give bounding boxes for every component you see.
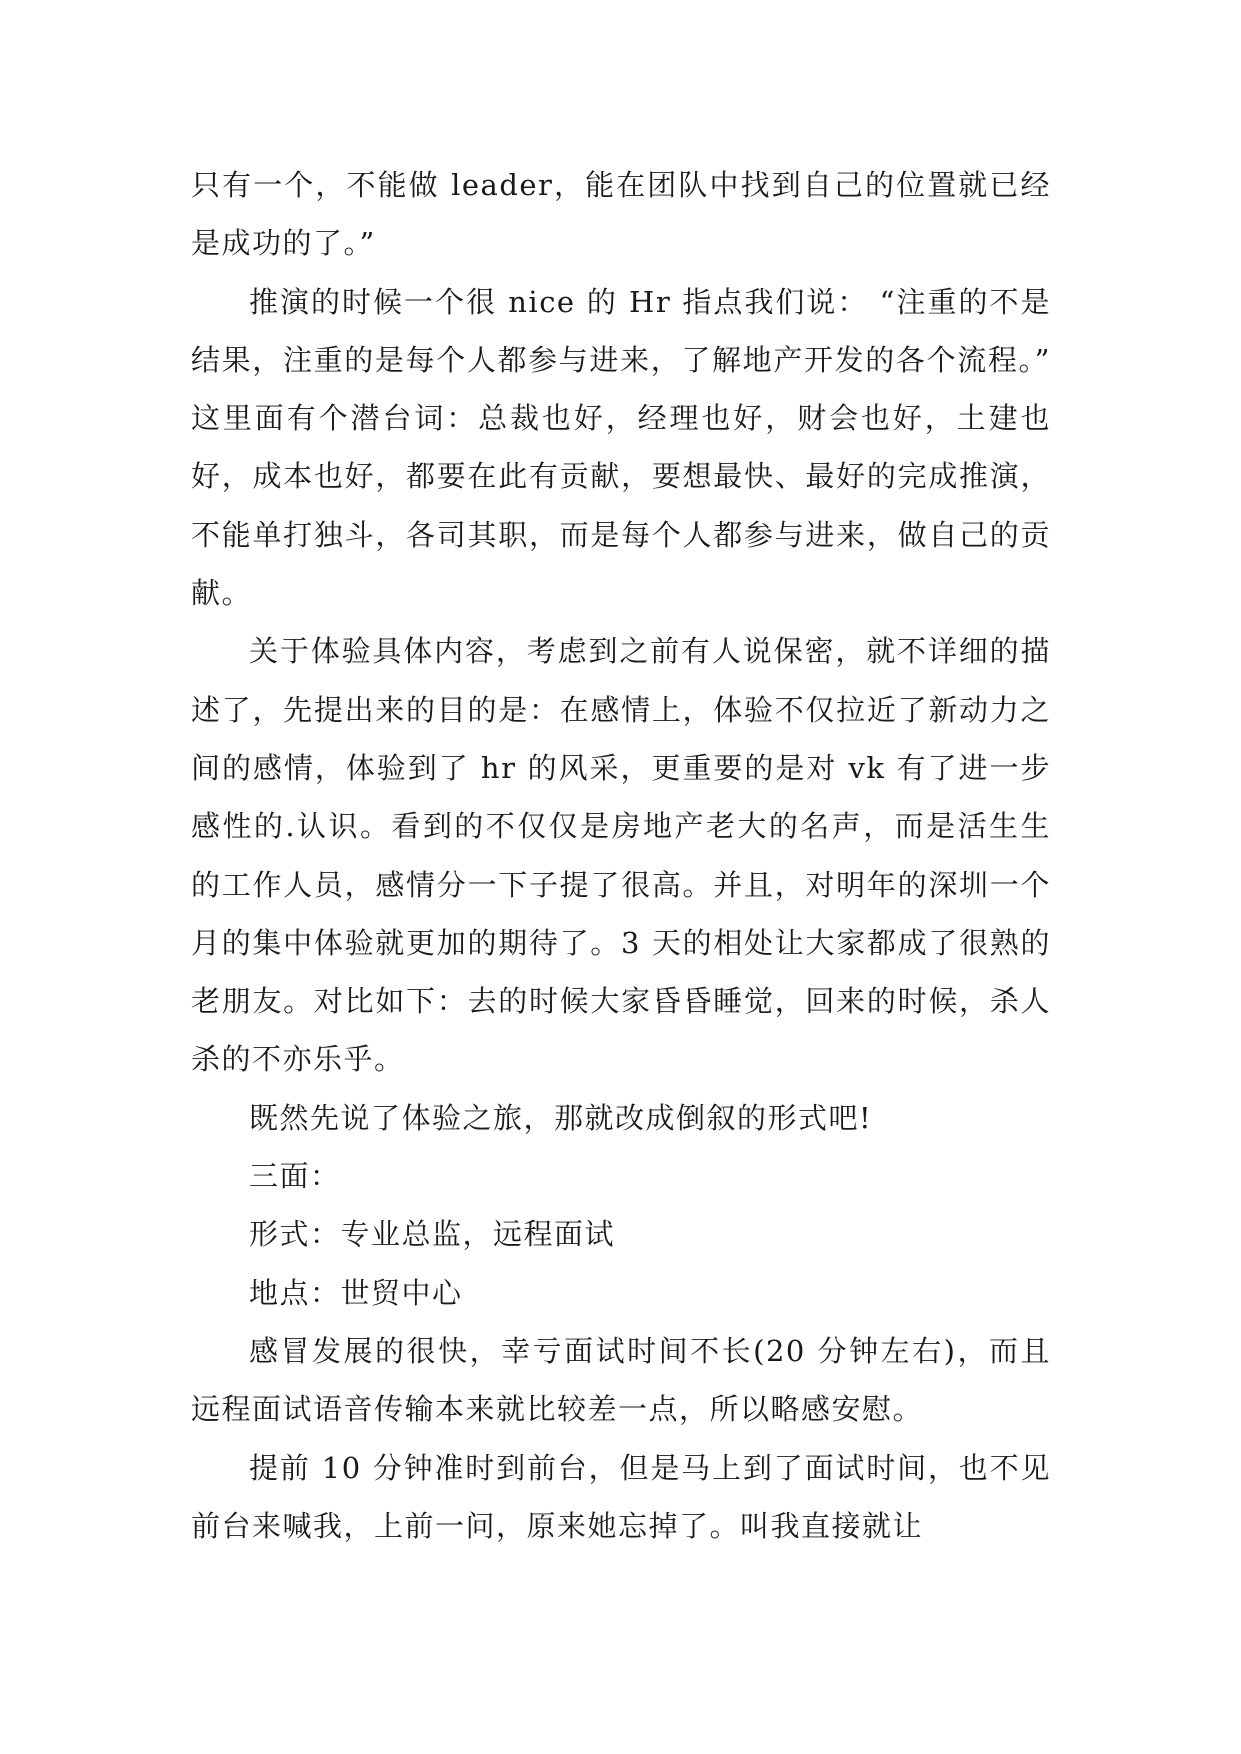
paragraph: 地点：世贸中心 xyxy=(249,1275,463,1310)
paragraph: 既然先说了体验之旅，那就改成倒叙的形式吧! xyxy=(249,1100,873,1135)
paragraph: 只有一个，不能做 leader，能在团队中找到自己的位置就已经是成功的了。” xyxy=(191,168,1051,261)
paragraph: 感冒发展的很快，幸亏面试时间不长(20 分钟左右)，而且远程面试语音传输本来就比较差一点，所以略感安慰。 xyxy=(191,1333,1051,1427)
paragraph: 推演的时候一个很 nice 的 Hr 指点我们说： “注重的不是结果，注重的是每个人都参与进来，了解地产开发的各个流程。” 这里面有个潜台词：总裁也好，经理也好，财会也好，土建也好，成本也好，都要在此有贡献，要想最快、最好的完成推演，不能单打独斗，各司其职，而是每个人都参与进来，做自己的贡献。 xyxy=(191,284,1051,611)
document-body xyxy=(191,156,1051,1555)
section-heading: 三面： xyxy=(249,1159,341,1194)
paragraph: 提前 10 分钟准时到前台，但是马上到了面试时间，也不见前台来喊我，上前一问，原来她忘掉了。叫我直接就让 xyxy=(191,1450,1051,1543)
paragraph: 关于体验具体内容，考虑到之前有人说保密，就不详细的描述了，先提出来的目的是：在感情上，体验不仅拉近了新动力之间的感情，体验到了 hr 的风采，更重要的是对 vk 有了进一步感性的.认识。看到的不仅仅是房地产老大的名声，而是活生生的工作人员，感情分一下子提了很高。并且，对明年的深圳一个月的集中体验就更加的期待了。3 天的相处让大家都成了很熟的老朋友。对比如下：去的时候大家昏昏睡觉，回来的时候，杀人杀的不亦乐乎。 xyxy=(191,634,1051,1077)
paragraph: 形式：专业总监，远程面试 xyxy=(249,1217,616,1252)
